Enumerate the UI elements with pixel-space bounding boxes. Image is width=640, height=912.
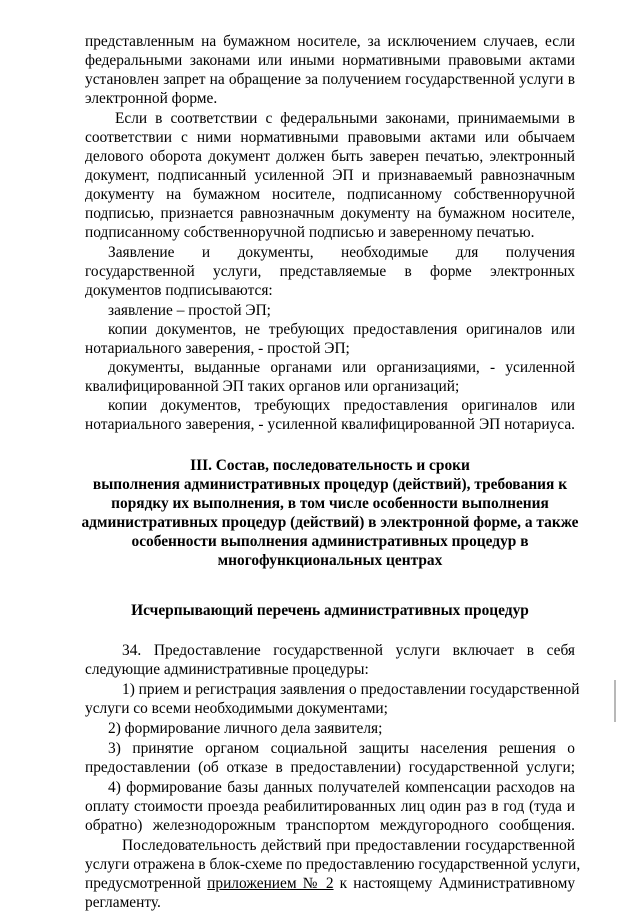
procedure-line: предоставлении (об отказе в предоставлении) государственной услуги; (85, 759, 575, 776)
procedure-line: 1) прием и регистрация заявления о предоставлении государственной (122, 681, 580, 698)
section-heading-line: выполнения административных процедур (действий), требования к (92, 476, 568, 493)
paragraph-line: регламенту. (85, 894, 161, 911)
paragraph-line-with-link (85, 874, 575, 893)
section-heading-line: порядку их выполнения, в том числе особенности выполнения (111, 495, 549, 512)
paragraph-line: электронной форме. (85, 90, 218, 107)
paragraph-line: соответствии с ними нормативными правовыми актами или обычаем (85, 129, 575, 146)
paragraph-line: подписью, признается равнозначным документу на бумажном носителе, (85, 205, 575, 222)
paragraph-line: установлен запрет на обращение за получением государственной услуги в (85, 71, 575, 88)
scan-margin-mark (614, 680, 616, 722)
section-heading-line: III. Состав, последовательность и сроки (190, 457, 470, 474)
procedure-line: обратно) железнодорожным транспортом междугородного сообщения. (85, 817, 575, 834)
paragraph-line: услуги отражена в блок-схеме по предоставлению государственной услуги, (85, 856, 581, 873)
paragraph-line: подписанному собственноручной подписью и заверенному печатью. (85, 224, 535, 241)
list-item: заявление – простой ЭП; (108, 302, 271, 319)
list-item-line: копии документов, не требующих предоставления оригиналов или (108, 321, 575, 338)
procedure-line: 4) формирование базы данных получателей компенсации расходов на (108, 779, 575, 796)
paragraph-line: документов подписываются: (85, 282, 273, 299)
section-heading-line: особенности выполнения административных процедур в (131, 533, 529, 550)
text-fragment: к настоящему Административному (333, 875, 576, 892)
subheading: Исчерпывающий перечень административных процедур (131, 602, 529, 619)
paragraph-line: Заявление и документы, необходимые для получения (108, 244, 575, 261)
paragraph-line: Если в соответствии с федеральными законами, принимаемыми в (115, 110, 575, 127)
paragraph-line: федеральными законами или иными нормативными правовыми актами (85, 52, 575, 69)
procedure-line: 2) формирование личного дела заявителя; (108, 720, 383, 737)
clause-line: следующие административные процедуры: (85, 661, 369, 678)
paragraph-line: представленным на бумажном носителе, за исключением случаев, если (85, 33, 575, 50)
paragraph-line: государственной услуги, представляемые в форме электронных (85, 263, 575, 280)
clause-line: 34. Предоставление государственной услуги включает в себя (122, 642, 575, 659)
section-heading-line: многофункциональных центрах (217, 552, 443, 569)
list-item-line: квалифицированной ЭП таких органов или организаций; (85, 378, 460, 395)
section-heading-line: административных процедур (действий) в электронной форме, а также (81, 514, 579, 531)
paragraph-line: документ, подписанный усиленной ЭП и признаваемый равнозначным (85, 167, 575, 184)
list-item-line: нотариального заверения, - простой ЭП; (85, 340, 350, 357)
appendix-link[interactable]: приложением № 2 (207, 875, 334, 892)
paragraph-line: делового оборота документ должен быть заверен печатью, электронный (85, 148, 575, 165)
list-item-line: нотариального заверения, - усиленной квалифицированной ЭП нотариуса. (85, 416, 575, 433)
list-item-line: документы, выданные органами или организациями, - усиленной (108, 359, 575, 376)
paragraph-line: Последовательность действий при предоставлении государственной (122, 837, 575, 854)
text-fragment: предусмотренной (85, 875, 208, 892)
procedure-line: услуги со всеми необходимыми документами; (85, 700, 388, 717)
procedure-line: оплату стоимости проезда реабилитированных лиц один раз в год (туда и (85, 798, 575, 815)
paragraph-line: документу на бумажном носителе, подписанному собственноручной (85, 186, 575, 203)
list-item-line: копии документов, требующих предоставления оригиналов или (108, 397, 575, 414)
procedure-line: 3) принятие органом социальной защиты населения решения о (108, 740, 575, 757)
